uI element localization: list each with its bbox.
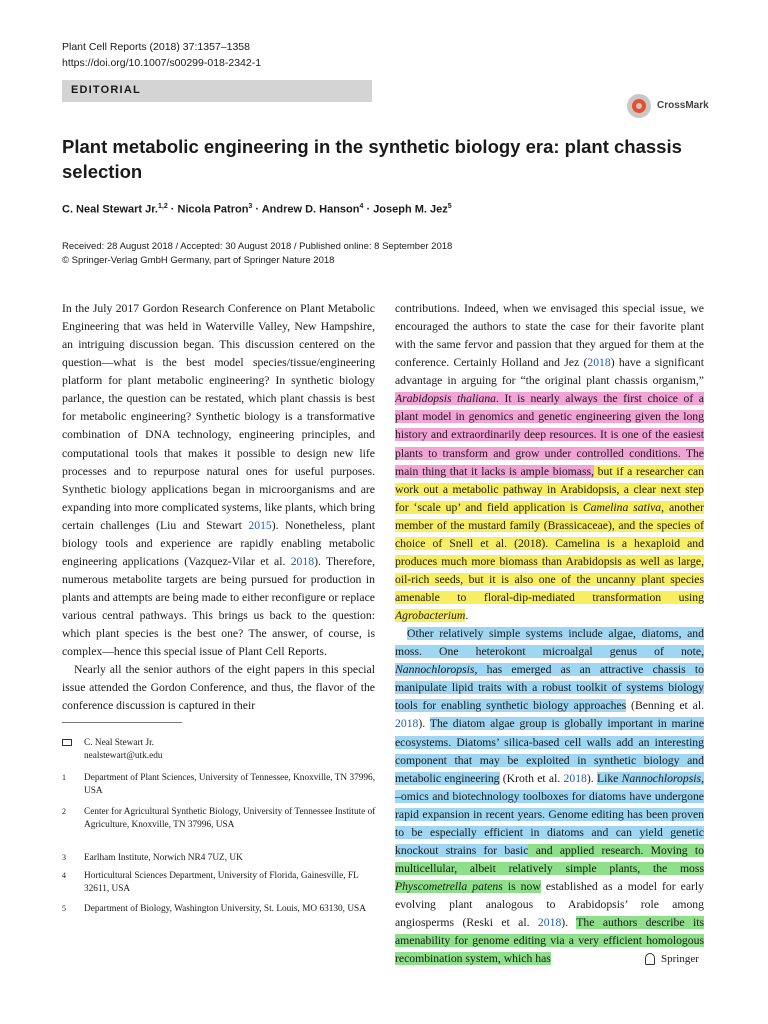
body-left-column	[62, 300, 375, 715]
author-name[interactable]: C. Neal Stewart Jr.	[62, 203, 158, 216]
body-right-column	[395, 300, 704, 968]
journal-line: Plant Cell Reports (2018) 37:1357–1358	[62, 41, 250, 53]
citation-link[interactable]: 2018	[563, 771, 587, 785]
history-line: Received: 28 August 2018 / Accepted: 30 August 2018 / Published online: 8 September 2018	[62, 241, 453, 252]
paragraph: Nearly all the senior authors of the eight papers in this special issue attended the Gordon Conference, and thus, the flavor of the conference discussion is captured in their	[62, 663, 375, 713]
highlight-yellow: but if a researcher can work out a metabolic pathway in Arabidopsis, a clear next step for ‘scale up’ and field application is Camelina sativa, another member of the mustard family (Brassicaceae), and the species of choice of Snell et al. (2018). Camelina is a hexaploid and produces much more biomass than Arabidopsis as well as large, oil-rich seeds, but it is also one of the uncanny plant species amenable to floral-dip-mediated transformation using Agrobacterium	[395, 464, 705, 623]
crossmark-label: CrossMark	[657, 100, 709, 111]
affiliation-number: 1	[62, 773, 66, 782]
affiliation-number: 4	[62, 871, 66, 880]
author-separator: ·	[252, 203, 262, 216]
envelope-icon	[62, 739, 72, 746]
doi-link[interactable]: https://doi.org/10.1007/s00299-018-2342-1	[62, 57, 262, 69]
affiliation-text: Department of Biology, Washington University, St. Louis, MO 63130, USA	[84, 904, 366, 914]
affiliation-text: Horticultural Sciences Department, University of Florida, Gainesville, FL 32611, USA	[84, 871, 359, 894]
section-label: EDITORIAL	[71, 84, 141, 96]
contact-name: C. Neal Stewart Jr.	[84, 738, 154, 748]
citation-link[interactable]: 2018	[587, 356, 611, 370]
crossmark-badge[interactable]	[627, 94, 727, 120]
highlight-green: The authors describe its amenability for genome editing via a very efficient homologous recombination system, which has	[395, 916, 705, 966]
affiliation-text: Center for Agricultural Synthetic Biology, University of Tennessee Institute of Agriculture, Knoxville, TN 37996, USA	[84, 807, 376, 830]
affiliation-number: 2	[62, 807, 66, 816]
highlight-pink: Arabidopsis thaliana. It is nearly always the first choice of a plant model in genomics and genetic engineering given the long history and extraordinarily deep resources. It is one of the easiest plants to transform and grow under controlled conditions. The main thing that it lacks is ample biomass,	[395, 392, 704, 478]
affiliation-item	[62, 903, 392, 931]
author-list	[62, 203, 452, 216]
author-affiliation-mark: 1,2	[158, 203, 168, 210]
affiliation-text: Department of Plant Sciences, University of Tennessee, Knoxville, TN 37996, USA	[84, 773, 376, 796]
author-affiliation-mark: 3	[248, 203, 253, 210]
article-title: Plant metabolic engineering in the synthetic biology era: plant chassis selection	[62, 136, 682, 182]
paragraph: contributions. Indeed, when we envisaged this special issue, we encouraged the authors to state the case for their favorite plant with the same fervor and passion that they argued for them at the conference. Certainly Holland and Jez (2018) have a significant advantage in arguing for “the original plant chassis organism,” Arabidopsis thaliana. It is nearly always the first choice of a plant model in genomics and genetic engineering given the long history and extraordinarily deep resources. It is one of the easiest plants to transform and grow under controlled conditions. The main thing that it lacks is ample biomass, but if a researcher can work out a metabolic pathway in Arabidopsis, a clear next step for ‘scale up’ and field application is Camelina sativa, another member of the mustard family (Brassicaceae), and the species of choice of Snell et al. (2018). Camelina is a hexaploid and produces much more biomass than Arabidopsis as well as large, oil-rich seeds, but it is also one of the uncanny plant species amenable to floral-dip-mediated transformation using Agrobacterium.	[395, 302, 705, 623]
journal-citation	[62, 39, 261, 71]
footnote-divider	[62, 722, 182, 723]
paragraph: In the July 2017 Gordon Research Conference on Plant Metabolic Engineering that was held in Waterville Valley, New Hampshire, an intriguing discussion began. This discussion centered on the question—what is the best model species/tissue/engineering platform for plant metabolic engineering? In synthetic biology parlance, the question can be restated, which plant chassis is best for metabolic engineering? Synthetic biology is a transformative combination of DNA technology, engineering principles, and computational tools that makes it possible to design new life processes and to repurpose natural ones for useful purposes. Synthetic biology applications began in microorganisms and are expanding into more complicated systems, like plants, which bring certain challenges (Liu and Stewart 2015). Nonetheless, plant biology tools and experience are rapidly enabling metabolic engineering applications (Vazquez-Vilar et al. 2018). Therefore, numerous metabolite targets are being pursued for production in plants and attempts are being made to either reconfigure or replace various central pathways. This brings us back to the question: which plant species is the best one? The answer, of course, is complex—hence this special issue of Plant Cell Reports.	[62, 302, 375, 659]
springer-horse-icon	[645, 953, 655, 965]
citation-link[interactable]: 2018	[395, 717, 419, 731]
author-name[interactable]: Nicola Patron	[177, 203, 249, 216]
publication-dates	[62, 240, 452, 268]
affiliation-item	[62, 806, 392, 846]
author-affiliation-mark: 5	[447, 203, 452, 210]
author-name[interactable]: Joseph M. Jez	[373, 203, 448, 216]
affiliation-item	[62, 852, 392, 866]
affiliation-item	[62, 772, 392, 800]
affiliation-text: Earlham Institute, Norwich NR4 7UZ, UK	[84, 853, 243, 863]
highlight-blue: The diatom algae group is globally important in marine ecosystems. Diatoms’ silica-based cell walls add an interesting component that may be exploited in synthetic biology and metabolic engineering	[395, 717, 705, 785]
highlight-green: and applied research. Moving to multicellular, albeit relatively simple plants, the moss Physcometrella patens is now	[395, 843, 705, 893]
affiliation-number: 3	[62, 853, 66, 862]
highlight-blue: Like Nannochloropsis, –omics and biotechnology toolboxes for diatoms have undergone rapid expansion in recent years. Genome editing has been proven to be especially efficient in diatoms and can yield genetic knockout strains for basic	[395, 771, 705, 857]
contact-email[interactable]: nealstewart@utk.edu	[84, 750, 163, 761]
author-name[interactable]: Andrew D. Hanson	[261, 203, 360, 216]
publisher-name: Springer	[661, 953, 699, 965]
paragraph: Other relatively simple systems include algae, diatoms, and moss. One heterokont microalgal genus of note, Nannochloropsis, has emerged as an attractive chassis to manipulate lipid traits with a robust toolkit of systems biology tools for enabling synthetic biology approaches (Benning et al. 2018). The diatom algae group is globally important in marine ecosystems. Diatoms’ silica-based cell walls add an interesting component that may be exploited in synthetic biology and metabolic engineering (Kroth et al. 2018). Like Nannochloropsis, –omics and biotechnology toolboxes for diatoms have undergone rapid expansion in recent years. Genome editing has been proven to be especially efficient in diatoms and can yield genetic knockout strains for basic and applied research. Moving to multicellular, albeit relatively simple plants, the moss Physcometrella patens is now established as a model for early evolving plant analogous to Arabidopsis’ role among angiosperms (Reski et al. 2018). The authors describe its amenability for genome editing via a very efficient homologous recombination system, which has	[395, 627, 705, 966]
affiliation-item	[62, 870, 392, 898]
author-separator: ·	[167, 203, 178, 216]
section-banner	[62, 80, 372, 102]
citation-link[interactable]: 2015	[248, 518, 272, 532]
citation-link[interactable]: 2018	[290, 554, 315, 568]
affiliation-number: 5	[62, 904, 66, 913]
highlight-blue: Other relatively simple systems include algae, diatoms, and moss. One heterokont microalgal genus of note, Nannochloropsis, has emerged as an attractive chassis to manipulate lipid traits with a robust toolkit of systems biology tools for enabling synthetic biology approaches	[395, 627, 704, 713]
author-separator: ·	[363, 203, 374, 216]
citation-link[interactable]: 2018	[537, 916, 562, 930]
author-affiliation-mark: 4	[359, 203, 364, 210]
copyright-line: © Springer-Verlag GmbH Germany, part of Springer Nature 2018	[62, 255, 335, 266]
crossmark-icon	[627, 94, 651, 118]
